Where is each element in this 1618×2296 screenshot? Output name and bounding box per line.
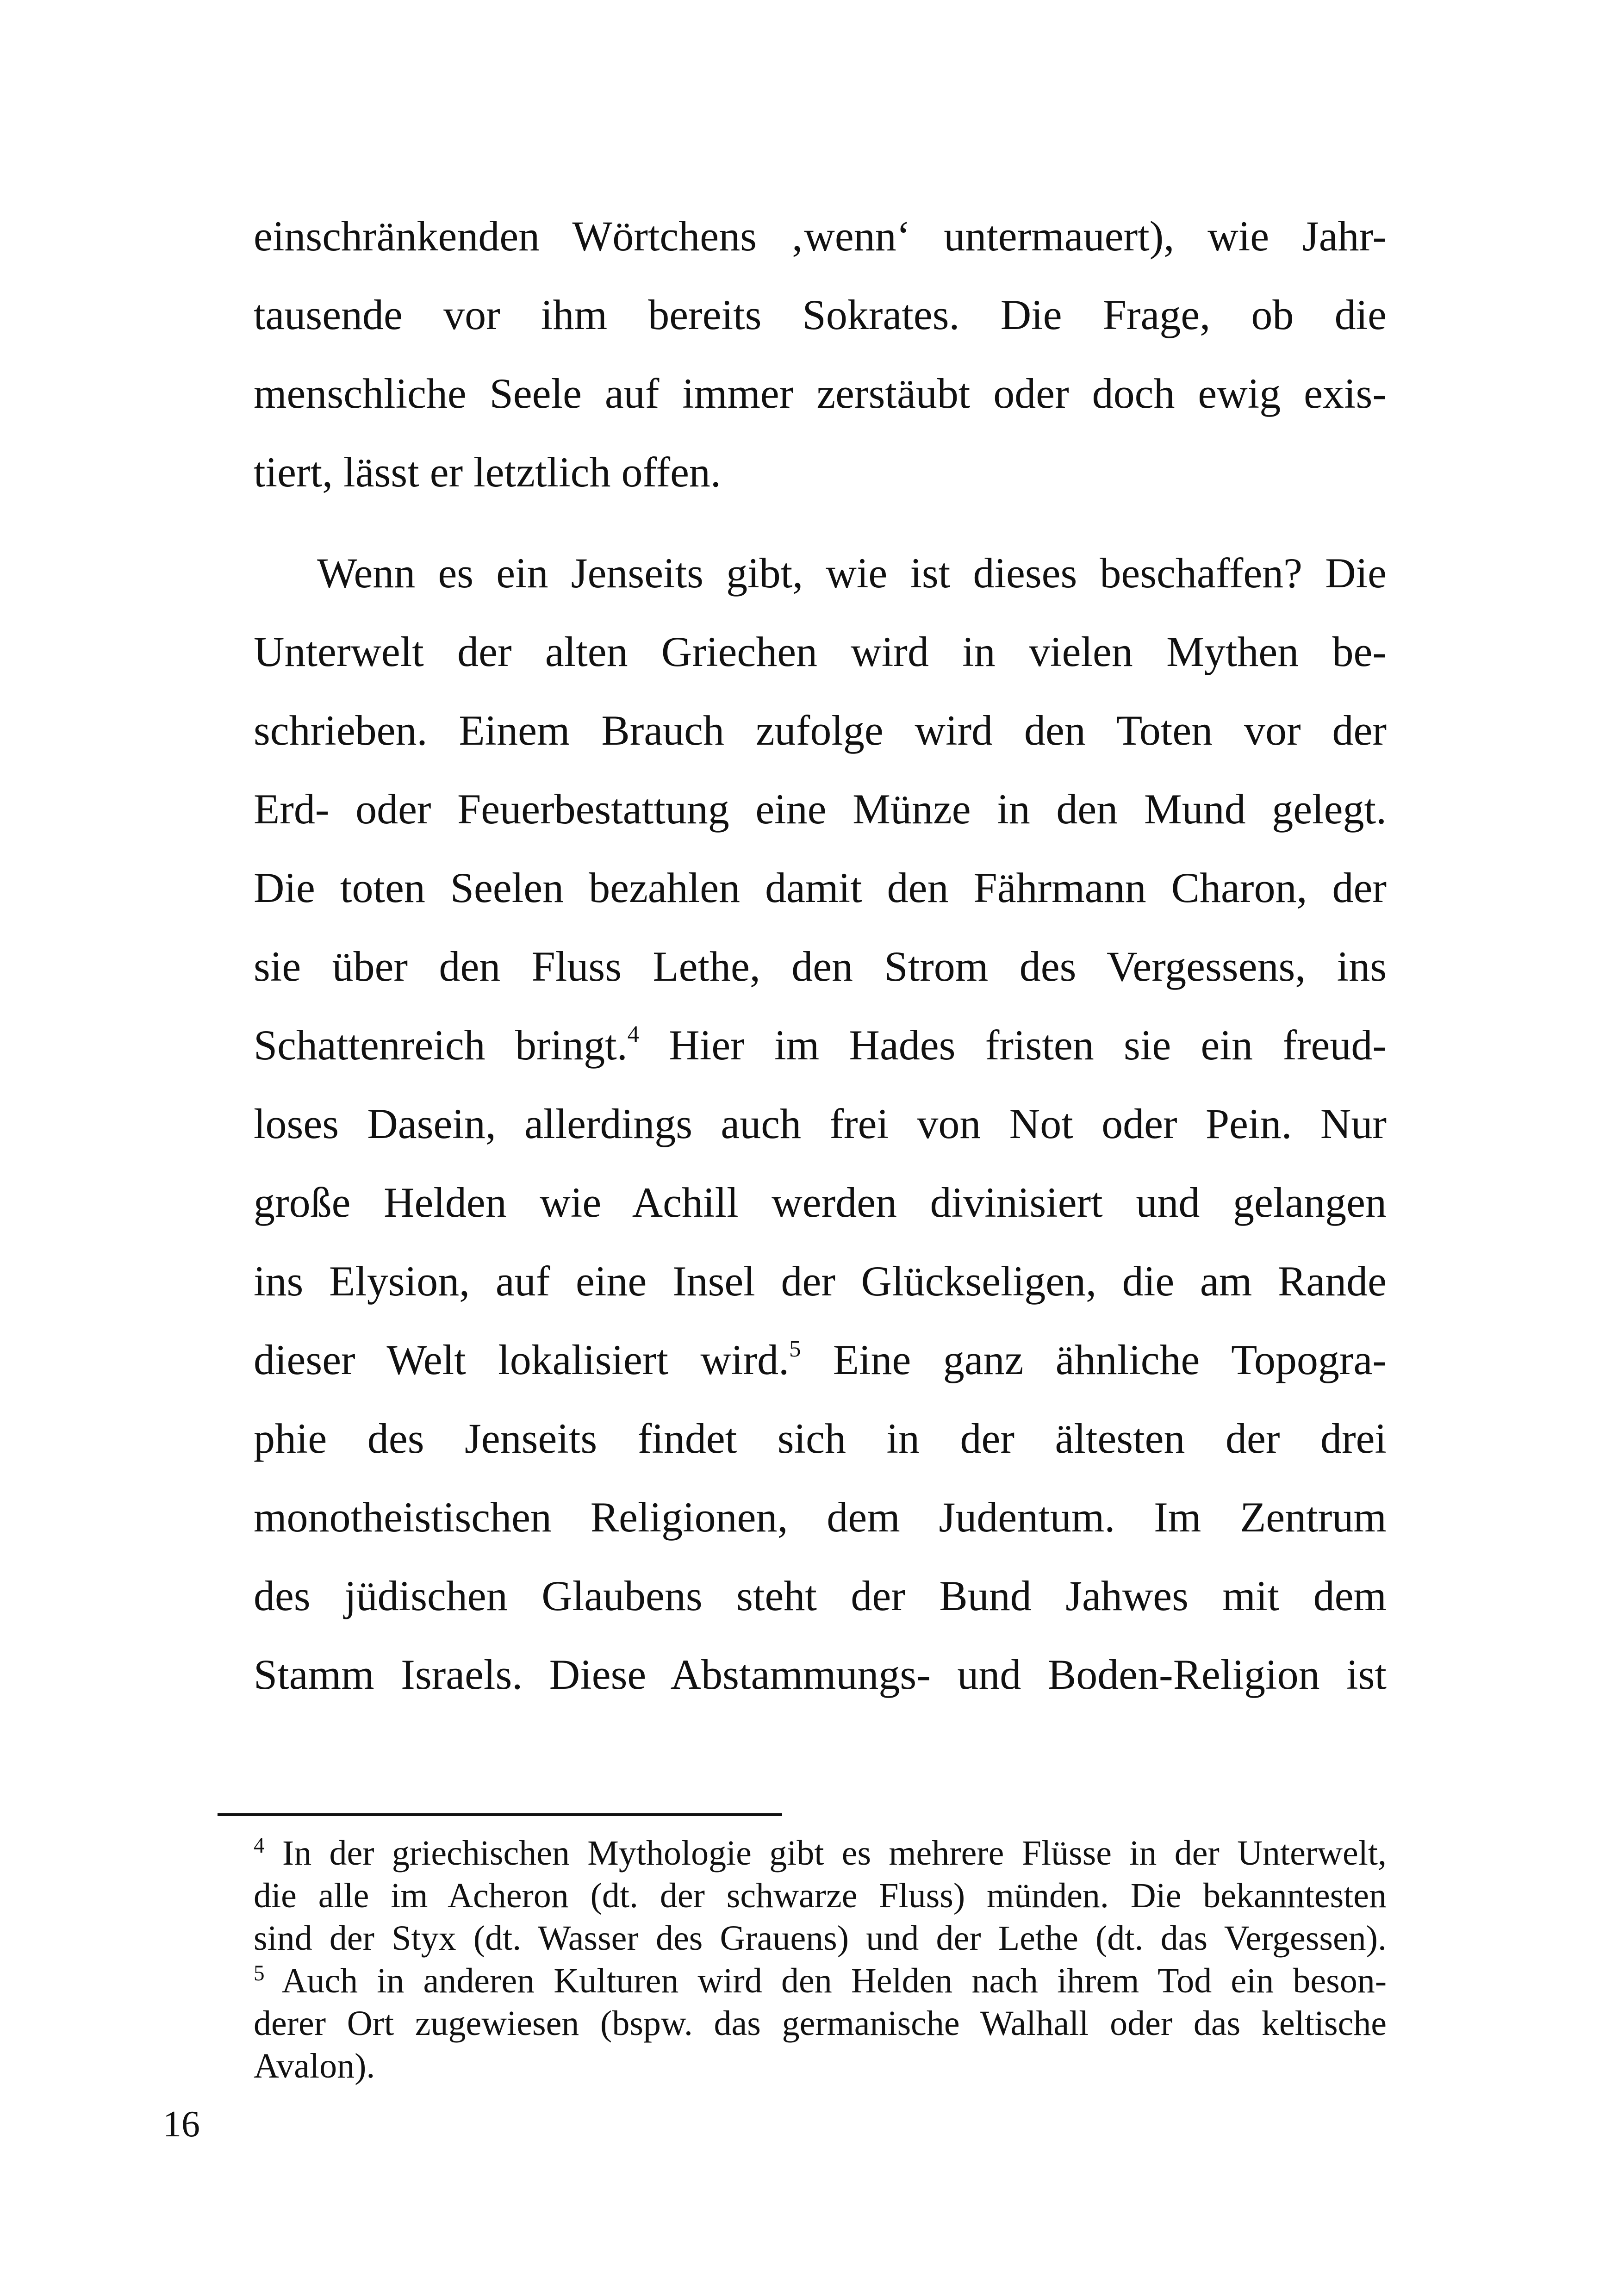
body-line: des jüdischen Glaubens steht der Bund Jahwes mit dem <box>254 1572 1387 1619</box>
body-line: monotheistischen Religionen, dem Judentum. Im Zentrum <box>254 1493 1387 1541</box>
footnote-number: 4 <box>254 1834 265 1858</box>
body-line: phie des Jenseits findet sich in der ältesten der drei <box>254 1415 1387 1462</box>
footnote-line: derer Ort zugewiesen (bspw. das germanische Walhall oder das keltische <box>254 2004 1387 2043</box>
body-line: große Helden wie Achill werden divinisiert und gelangen <box>254 1179 1387 1226</box>
body-text: Eine ganz ähnliche Topogra- <box>801 1336 1387 1383</box>
footnote-reference: 5 <box>789 1336 801 1362</box>
body-line: Wenn es ein Jenseits gibt, wie ist dieses beschaffen? Die <box>317 549 1387 597</box>
footnote-number: 5 <box>254 1961 265 1986</box>
footnote-separator <box>218 1813 782 1816</box>
body-line: sie über den Fluss Lethe, den Strom des Vergessens, ins <box>254 943 1387 990</box>
footnote-text: In der griechischen Mythologie gibt es mehrere Flüsse in der Unterwelt, <box>264 1834 1387 1873</box>
body-line: Unterwelt der alten Griechen wird in vielen Mythen be- <box>254 628 1387 675</box>
body-line: tiert, lässt er letztlich offen. <box>254 448 721 496</box>
footnote-line: die alle im Acheron (dt. der schwarze Fluss) münden. Die bekanntesten <box>254 1876 1387 1915</box>
body-line: einschränkenden Wörtchens ‚wenn‘ untermauert), wie Jahr- <box>254 212 1387 260</box>
page-number: 16 <box>163 2104 200 2145</box>
footnote-text: Auch in anderen Kulturen wird den Helden nach ihrem Tod ein beson- <box>264 1961 1387 2000</box>
footnote-4 <box>254 1832 1387 1874</box>
body-line: Die toten Seelen bezahlen damit den Fährmann Charon, der <box>254 864 1387 911</box>
body-line: schrieben. Einem Brauch zufolge wird den Toten vor der <box>254 707 1387 754</box>
footnote-line: sind der Styx (dt. Wasser des Grauens) und der Lethe (dt. das Vergessen). <box>254 1919 1387 1958</box>
body-line: menschliche Seele auf immer zerstäubt oder doch ewig exis- <box>254 370 1387 417</box>
body-line: Erd- oder Feuerbestattung eine Münze in den Mund gelegt. <box>254 785 1387 833</box>
body-text: Hier im Hades fristen sie ein freud- <box>639 1021 1387 1069</box>
footnote-reference: 4 <box>627 1021 640 1047</box>
body-line: Stamm Israels. Diese Abstammungs- und Boden-Religion ist <box>254 1651 1387 1698</box>
body-text: dieser Welt lokalisiert wird. <box>254 1336 790 1383</box>
body-line <box>254 1006 1387 1084</box>
body-text: Schattenreich bringt. <box>254 1021 628 1069</box>
body-line <box>254 1320 1387 1399</box>
footnote-5 <box>254 1960 1387 2002</box>
body-line: tausende vor ihm bereits Sokrates. Die Frage, ob die <box>254 291 1387 338</box>
body-line: ins Elysion, auf eine Insel der Glückseligen, die am Rande <box>254 1257 1387 1305</box>
body-line: loses Dasein, allerdings auch frei von Not oder Pein. Nur <box>254 1100 1387 1147</box>
footnote-line: Avalon). <box>254 2047 375 2085</box>
